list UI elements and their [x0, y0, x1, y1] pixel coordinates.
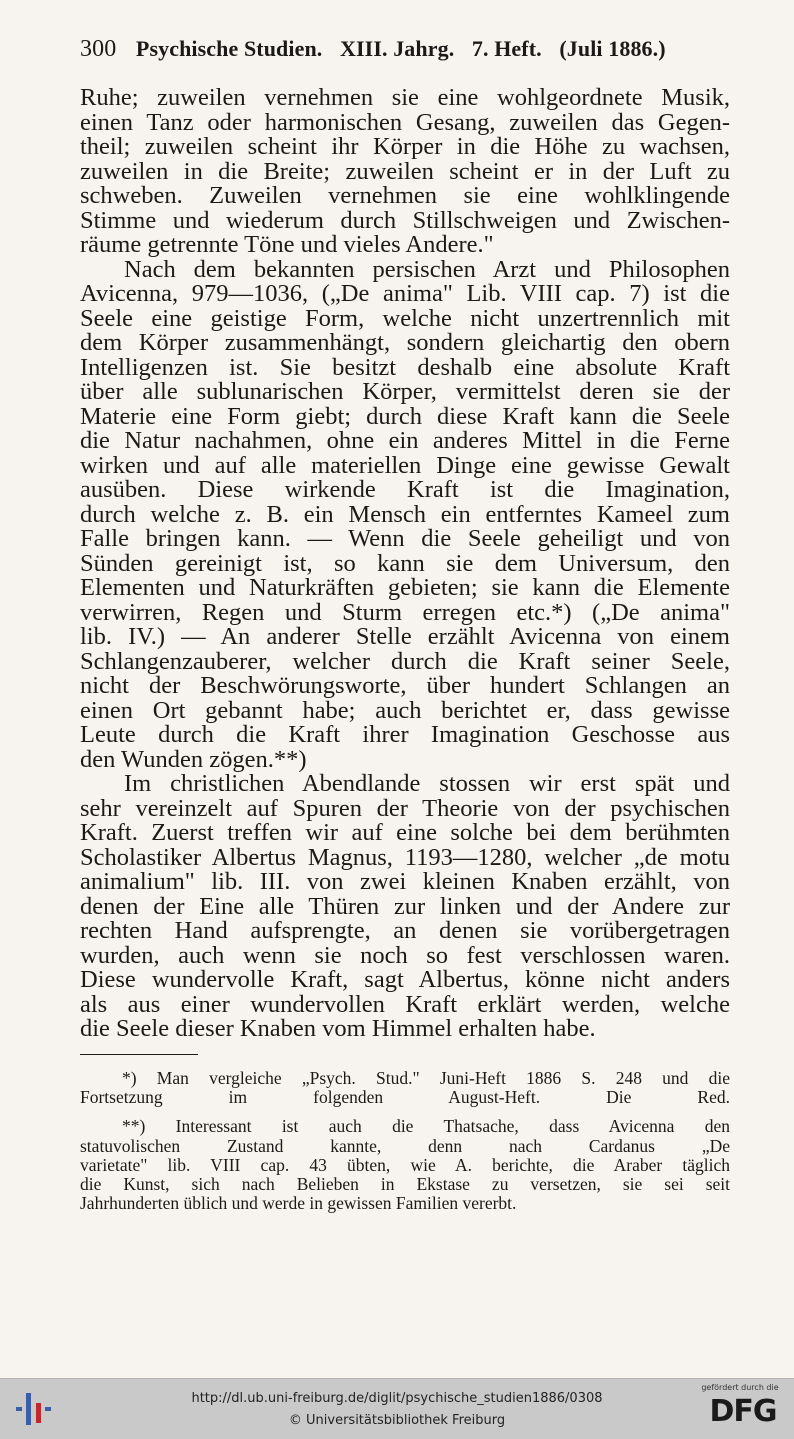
- issue: 7. Heft.: [471, 36, 542, 61]
- text-line: zuweilen in die Breite; zuweilen scheint er in der Luft zu: [80, 159, 730, 184]
- text-line: Intelligenzen ist. Sie besitzt deshalb eine absolute Kraft: [80, 355, 730, 380]
- text-line: animalium" lib. III. von zwei kleinen Knaben erzählt, von: [80, 870, 730, 895]
- text-line: Schlangenzauberer, welcher durch die Kraft seiner Seele,: [80, 649, 730, 674]
- text-line: schweben. Zuweilen vernehmen sie eine wohlklingende: [80, 184, 730, 209]
- text-line: räume getrennte Töne und vieles Andere.": [80, 233, 494, 258]
- text-line: die Seele dieser Knaben vom Himmel erhalten habe.: [80, 1017, 596, 1042]
- text-line: theil; zuweilen scheint ihr Körper in die Höhe zu wachsen,: [80, 135, 730, 160]
- footnote-line: Fortsetzung im folgenden August-Heft. Die Red.: [80, 1088, 730, 1108]
- text-line: rechten Hand aufsprengte, an denen sie vorübergetragen: [80, 919, 730, 944]
- text-line: Falle bringen kann. — Wenn die Seele geheiligt und von: [80, 527, 730, 552]
- text-line: Diese wundervolle Kraft, sagt Albertus, könne nicht anders: [80, 968, 730, 993]
- running-header: [80, 36, 720, 70]
- text-line: denen der Eine alle Thüren zur linken und der Andere zur: [80, 894, 730, 919]
- footnote-line: *) Man vergleiche „Psych. Stud." Juni-Heft 1886 S. 248 und die: [122, 1069, 730, 1088]
- text-line: Leute durch die Kraft ihrer Imagination Geschosse aus: [80, 723, 730, 748]
- footnote-line: varietate" lib. VIII cap. 43 übten, wie A. berichte, die Araber täglich: [80, 1155, 730, 1175]
- text-line: dem Körper zusammenhängt, sondern gleichartig den obern: [80, 331, 730, 356]
- library-logo-icon: [14, 1387, 54, 1431]
- text-line: lib. IV.) — An anderer Stelle erzählt Avicenna von einem: [80, 625, 730, 650]
- footnotes: [80, 1069, 730, 1213]
- footnote-line: Jahrhunderten üblich und werde in gewissen Familien vererbt.: [80, 1194, 517, 1214]
- dfg-caption: gefördert durch die: [701, 1383, 779, 1392]
- text-line: Im christlichen Abendlande stossen wir erst spät und: [124, 772, 730, 797]
- text-line: durch welche z. B. ein Mensch ein entferntes Kameel zum: [80, 502, 730, 527]
- footnote-line: die Kunst, sich nach Belieben in Ekstase zu versetzen, sie sei seit: [80, 1174, 730, 1194]
- text-line: wirken und auf alle materiellen Dinge eine gewisse Gewalt: [80, 453, 730, 478]
- text-line: Sünden gereinigt ist, so kann sie dem Universum, den: [80, 551, 730, 576]
- text-line: Scholastiker Albertus Magnus, 1193—1280, welcher „de motu: [80, 845, 730, 870]
- text-line: Materie eine Form giebt; durch diese Kraft kann die Seele: [80, 404, 730, 429]
- text-line: den Wunden zögen.**): [80, 747, 307, 772]
- text-line: wurden, auch wenn sie noch so fest verschlossen waren.: [80, 943, 730, 968]
- text-line: Kraft. Zuerst treffen wir auf eine solche bei dem berühmten: [80, 821, 730, 846]
- text-line: als aus einer wundervollen Kraft erklärt werden, welche: [80, 992, 730, 1017]
- text-line: Nach dem bekannten persischen Arzt und Philosophen: [124, 257, 730, 282]
- main-text: [80, 86, 730, 1042]
- text-line: verwirren, Regen und Sturm erregen etc.*) („De anima": [80, 600, 730, 625]
- text-line: Elementen und Naturkräften gebieten; sie kann die Elemente: [80, 576, 730, 601]
- text-line: einen Ort gebannt habe; auch berichtet er, dass gewisse: [80, 698, 730, 723]
- volume: XIII. Jahrg.: [340, 36, 455, 61]
- source-url-link[interactable]: http://dl.ub.uni-freiburg.de/diglit/psychische_studien1886/0308: [191, 1391, 603, 1406]
- text-line: Avicenna, 979—1036, („De anima" Lib. VIII cap. 7) ist die: [80, 282, 730, 307]
- viewer-footer: [0, 1378, 794, 1439]
- text-line: einen Tanz oder harmonischen Gesang, zuweilen das Gegen-: [80, 110, 730, 135]
- copyright-text: © Universitätsbibliothek Freiburg: [288, 1413, 506, 1428]
- dfg-logo: DFG: [709, 1394, 777, 1429]
- page-number: 300: [80, 36, 117, 62]
- text-line: Ruhe; zuweilen vernehmen sie eine wohlgeordnete Musik,: [80, 86, 730, 111]
- journal-title: Psychische Studien.: [135, 36, 323, 61]
- text-line: Stimme und wiederum durch Stillschweigen und Zwischen-: [80, 208, 730, 233]
- text-line: die Natur nachahmen, ohne ein anderes Mittel in die Ferne: [80, 429, 730, 454]
- footnote-line: **) Interessant ist auch die Thatsache, dass Avicenna den: [122, 1117, 730, 1137]
- text-line: Seele eine geistige Form, welche nicht unzertrennlich mit: [80, 306, 730, 331]
- text-line: über alle sublunarischen Körper, vermittelst deren sie der: [80, 380, 730, 405]
- text-line: nicht der Beschwörungsworte, über hundert Schlangen an: [80, 674, 730, 699]
- text-line: sehr vereinzelt auf Spuren der Theorie von der psychischen: [80, 796, 730, 821]
- text-line: ausüben. Diese wirkende Kraft ist die Imagination,: [80, 478, 730, 503]
- footnote-line: statuvolischen Zustand kannte, denn nach Cardanus „De: [80, 1136, 730, 1156]
- issue-date: (Juli 1886.): [559, 36, 666, 61]
- footnote-divider: [80, 1054, 198, 1055]
